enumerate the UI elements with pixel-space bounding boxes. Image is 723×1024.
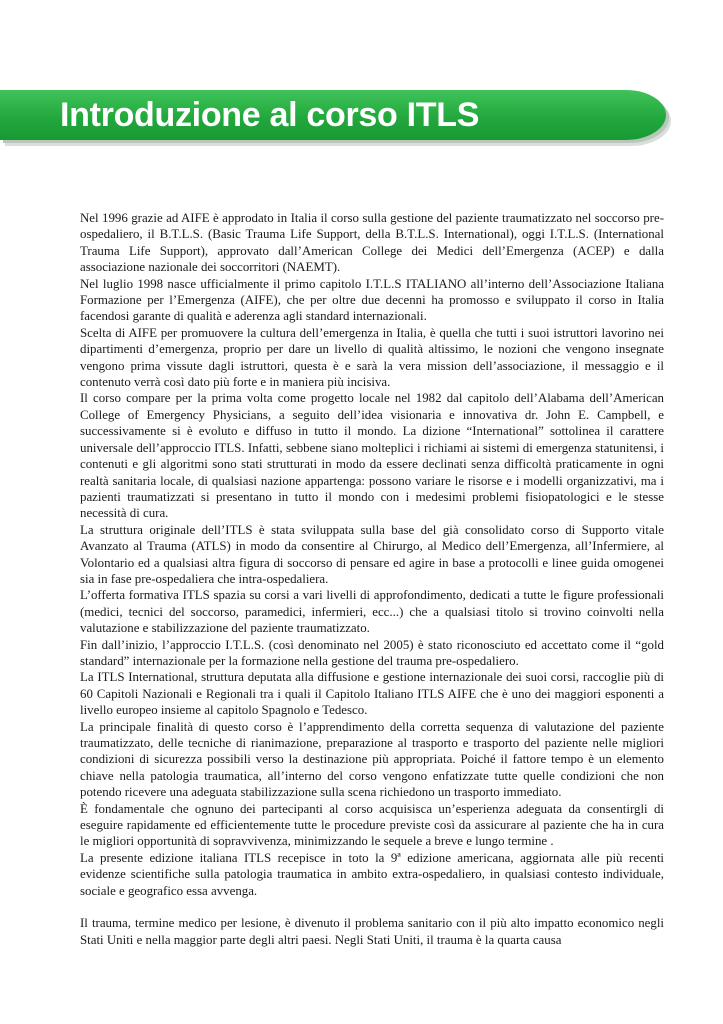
paragraph: È fondamentale che ognuno dei partecipanti al corso acquisisca un’esperienza adeguata da consentirgli di eseguire rapidamente ed efficientemente tutte le procedure previste così da assicurare al paziente che ha in cura le migliori opportunità di sopravvivenza, minimizzando le sequele a breve e lungo termine . — [80, 801, 664, 849]
paragraph: Fin dall’inizio, l’approccio I.T.L.S. (così denominato nel 2005) è stato riconosciuto ed accettato come il “gold standard” internazionale per la formazione nella gestione del trauma pre-ospedaliero. — [80, 637, 664, 668]
paragraph: La presente edizione italiana ITLS recepisce in toto la 9ª edizione americana, aggiornata alle più recenti evidenze scientifiche sulla patologia traumatica in ambito extra-ospedaliero, in qualsiasi contesto individuale, sociale e geografico essa avvenga. — [80, 850, 664, 898]
paragraph: Nel luglio 1998 nasce ufficialmente il primo capitolo I.T.L.S ITALIANO all’interno dell’Associazione Italiana Formazione per l’Emergenza (AIFE), che per oltre due decenni ha promosso e sviluppato il corso in Italia facendosi garante di qualità e aderenza agli standard internazionali. — [80, 276, 664, 324]
paragraph: Nel 1996 grazie ad AIFE è approdato in Italia il corso sulla gestione del paziente traumatizzato nel soccorso pre-ospedaliero, il B.T.L.S. (Basic Trauma Life Support, della B.T.L.S. International), oggi I.T.L.S. (International Trauma Life Support), approvato dall’American College dei Medici dell’Emergenza (ACEP) e dalla associazione nazionale dei soccorritori (NAEMT). — [80, 211, 664, 275]
paragraph: La struttura originale dell’ITLS è stata sviluppata sulla base del già consolidato corso di Supporto vitale Avanzato al Trauma (ATLS) in modo da consentire al Chirurgo, al Medico dell’Emergenza, all’Infermiere, al Volontario ed a qualsiasi altra figura di soccorso di pensare ed agire in base a protocolli e linee guida omogenei sia in fase pre-ospedaliera che intra-ospedaliera. — [80, 522, 664, 586]
page-title: Introduzione al corso ITLS — [60, 96, 480, 134]
paragraph: Scelta di AIFE per promuovere la cultura dell’emergenza in Italia, è quella che tutti i suoi istruttori lavorino nei dipartimenti d’emergenza, proprio per dare un livello di qualità altissimo, le nozioni che vengono insegnate vengono prima vissute dagli istruttori, questa è e sarà la vera mission dell’associazione, il messaggio e il contenuto verrà così dato più forte e in maniera più incisiva. — [80, 325, 664, 390]
paragraph: La principale finalità di questo corso è l’apprendimento della corretta sequenza di valutazione del paziente traumatizzato, delle tecniche di rianimazione, preparazione al trasporto e trasporto del paziente nelle migliori condizioni di sicurezza possibili verso la destinazione più appropriata. Poiché il fattore tempo è un elemento chiave nella patologia traumatica, all’interno del corso vengono enfatizzate tutte quelle condizioni che non potendo ricevere una adeguata stabilizzazione sulla scena richiedono un trasporto immediato. — [80, 719, 664, 800]
body-text — [80, 210, 664, 948]
paragraph: Il trauma, termine medico per lesione, è divenuto il problema sanitario con il più alto impatto economico negli Stati Uniti e nella maggior parte degli altri paesi. Negli Stati Uniti, il trauma è la quarta causa — [80, 916, 664, 947]
title-banner — [0, 90, 666, 140]
paragraph: L’offerta formativa ITLS spazia su corsi a vari livelli di approfondimento, dedicati a tutte le figure professionali (medici, tecnici del soccorso, paramedici, infermieri, ecc...) che a qualsiasi titolo si trovino coinvolti nella valutazione e stabilizzazione del paziente traumatizzato. — [80, 588, 664, 636]
paragraph: La ITLS International, struttura deputata alla diffusione e gestione internazionale dei suoi corsi, raccoglie più di 60 Capitoli Nazionali e Regionali tra i quali il Capitolo Italiano ITLS AIFE che è uno dei maggiori esponenti a livello europeo insieme al capitolo Spagnolo e Tedesco. — [80, 670, 664, 718]
paragraph: Il corso compare per la prima volta come progetto locale nel 1982 dal capitolo dell’Alabama dell’American College of Emergency Physicians, a seguito dell’idea visionaria e innovativa dr. John E. Campbell, e successivamente si è evoluto e diffuso in tutto il mondo. La dizione “International” sottolinea il carattere universale dell’approccio ITLS. Infatti, sebbene siano molteplici i richiami ai sistemi di emergenza statunitensi, i contenuti e gli algoritmi sono stati strutturati in modo da essere declinati senza difficoltà praticamente in ogni realtà sanitaria locale, di qualsiasi nazione appartenga: possono variare le risorse e i modelli organizzativi, ma i pazienti traumatizzati si presentano in tutto il mondo con i medesimi problemi fisiopatologici e le stesse necessità di cura. — [80, 391, 664, 521]
